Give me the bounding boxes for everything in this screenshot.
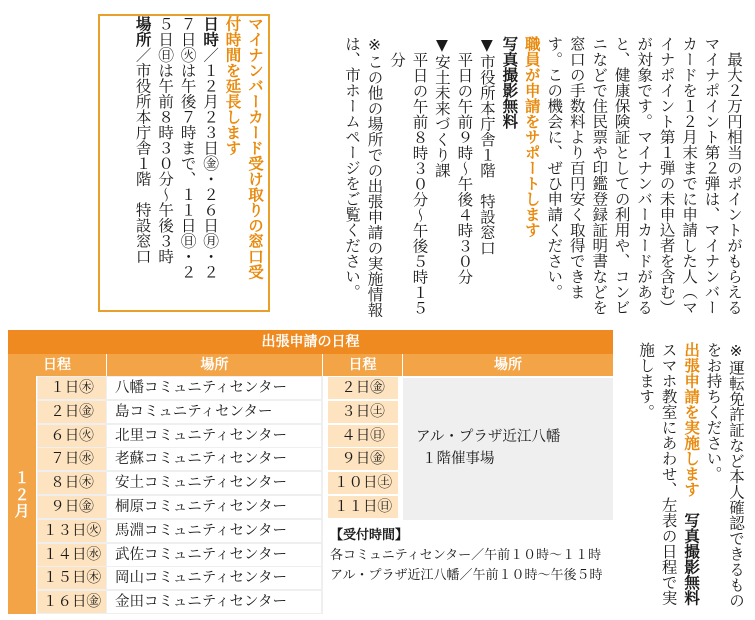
right-date: １１日㊐	[328, 496, 398, 518]
row-date: ９日㊎	[38, 496, 106, 518]
schedule-table	[8, 330, 613, 614]
row-place: 馬淵コミュニティセンター	[107, 520, 321, 542]
notice-place	[131, 16, 153, 286]
hours-community: 各コミュニティセンター／午前１０時〜１１時	[330, 548, 602, 564]
row-date: １６日㊎	[38, 591, 106, 613]
venue-name: アル・プラザ近江八幡	[416, 429, 561, 445]
header-date: 日程	[8, 354, 106, 376]
row-date: ７日㊌	[38, 448, 106, 470]
row-place: 金田コミュニティセンター	[107, 591, 321, 613]
row-date: １３日㊋	[38, 520, 106, 542]
right-date: ９日㊎	[328, 448, 398, 470]
dispatch-text: スマホ教室にあわせ、左表の日程で実施します。	[637, 342, 678, 606]
notice-date-text: ／１２月２３日㊎・２６日㊊・２７日㊋は午後７時まで、１１日㊐・２５日㊐は午前８時３０分〜午後３時	[156, 16, 220, 280]
row-place: 北里コミュニティセンター	[107, 425, 321, 447]
dispatch-photo-free: 写真撮影無料	[682, 512, 701, 606]
row-place: 島コミュニティセンター	[107, 401, 321, 423]
notice-date-label: 日時	[201, 16, 220, 47]
id-note: ※運転免許証など本人確認できるものをお持ちください。	[704, 342, 745, 608]
place-city-hall: ▼市役所本庁舎１階 特設窓口	[477, 36, 496, 256]
row-date: １４日㊌	[38, 544, 106, 566]
row-place: 桐原コミュニティセンター	[107, 496, 321, 518]
support-heading: 職員が申請をサポートします	[522, 36, 541, 238]
venue-text	[416, 426, 560, 471]
schedule-title: 出張申請の日程	[8, 330, 613, 354]
row-date: １日㊍	[38, 377, 106, 399]
header-place2: 場所	[403, 354, 613, 376]
notice-place-text: ／市役所本庁舎１階 特設窓口	[133, 47, 152, 264]
row-place: 岡山コミュニティセンター	[107, 567, 321, 589]
dispatch-heading: 出張申請を実施します	[682, 342, 701, 497]
place-city-hall-time: 平日の午前９時〜午後４時３０分	[455, 51, 474, 284]
header-place: 場所	[107, 354, 322, 376]
header-date2: 日程	[323, 354, 402, 376]
bottom-note	[635, 342, 747, 612]
row-place: 八幡コミュニティセンター	[107, 377, 321, 399]
hours-title: 【受付時間】	[330, 528, 409, 543]
photo-free-label: 写真撮影無料	[500, 36, 519, 129]
mynapoint-article	[341, 36, 745, 326]
row-place: 武佐コミュニティセンター	[107, 544, 321, 566]
right-date: ３日㊏	[328, 401, 398, 423]
row-date: １５日㊍	[38, 567, 106, 589]
right-date: １０日㊏	[328, 472, 398, 494]
place-azuchi: ▼安土未来づくり課	[432, 36, 451, 178]
row-place: 安土コミュニティセンター	[107, 472, 321, 494]
article-paragraph: 最大２万円相当のポイントがもらえるマイナポイント第２弾は、マイナンバーカードを１２月末までに申請した人（マイナポイント第１弾の未申込者を含む）が対象です。マイナンバーカードがあると、健康保険証としての利用や、コンビニなどで住民票や印鑑登録証明書などを窓口の手数料より百円安く取得できます。この機会に、ぜひ申請ください。	[545, 36, 743, 315]
right-date: ４日㊐	[328, 425, 398, 447]
right-date: ２日㊎	[328, 377, 398, 399]
venue-floor: １階催事場	[422, 451, 495, 468]
dispatch-line	[635, 342, 702, 612]
notice-content	[100, 16, 266, 286]
row-date: ６日㊋	[38, 425, 106, 447]
notice-place-label: 場所	[133, 16, 152, 47]
place-azuchi-time: 平日の午前８時３０分〜午後５時１５分	[387, 51, 429, 315]
row-date: ２日㊎	[38, 401, 106, 423]
notice-heading: マイナンバーカード受け取りの窓口受付時間を延長します	[223, 16, 264, 280]
hours-block	[324, 522, 613, 614]
month-label: １２月	[8, 376, 36, 614]
notice-date	[154, 16, 221, 286]
row-date: ８日㊍	[38, 472, 106, 494]
hours-alplaza: アル・プラザ近江八幡／午前１０時〜午後５時	[330, 568, 603, 584]
row-place: 老蘇コミュニティセンター	[107, 448, 321, 470]
other-places-note: ※この他の場所での出張申請の実施情報は、市ホームページをご覧ください。	[343, 36, 384, 318]
